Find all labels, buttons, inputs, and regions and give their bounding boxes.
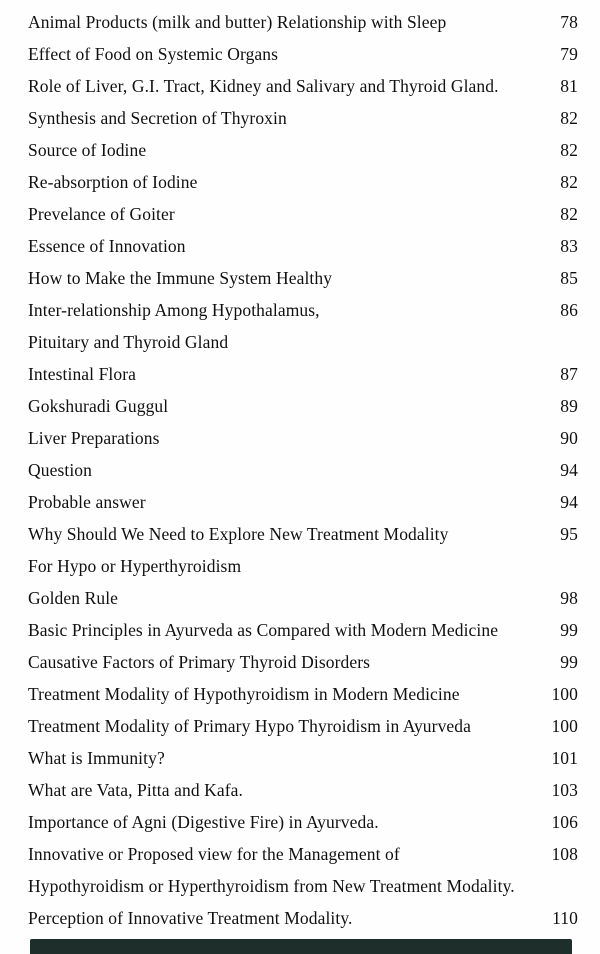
toc-entry-title: What are Vata, Pitta and Kafa.: [28, 780, 244, 800]
toc-entry-title: Effect of Food on Systemic Organs: [28, 44, 279, 64]
toc-row: [28, 486, 578, 518]
toc-entry-page-number: 95: [560, 524, 578, 544]
toc-row: [28, 518, 578, 550]
toc-entry-title: Inter-relationship Among Hypothalamus,: [28, 300, 320, 320]
toc-entry-title: Treatment Modality of Hypothyroidism in Modern Medicine: [28, 684, 460, 704]
toc-entry-title: How to Make the Immune System Healthy: [28, 268, 333, 288]
toc-row: [28, 390, 578, 422]
toc-row: [28, 646, 578, 678]
toc-entry-title: Pituitary and Thyroid Gland: [28, 332, 229, 352]
toc-entry-page-number: 82: [560, 108, 578, 128]
toc-entry-page-number: 100: [551, 716, 578, 736]
toc-row: [28, 262, 578, 294]
toc-entry-title: Importance of Agni (Digestive Fire) in Ayurveda.: [28, 812, 379, 832]
toc-entry-title: Basic Principles in Ayurveda as Compared with Modern Medicine: [28, 620, 499, 640]
toc-row: [28, 774, 578, 806]
toc-entry-title: Liver Preparations: [28, 428, 160, 448]
toc-entry-page-number: 99: [560, 620, 578, 640]
toc-entry-title: Innovative or Proposed view for the Management of: [28, 844, 400, 864]
toc-entry-title: Hypothyroidism or Hyperthyroidism from New Treatment Modality.: [28, 876, 515, 896]
toc-row: [28, 198, 578, 230]
toc-entry-page-number: 78: [560, 12, 578, 32]
toc-entry-title: Source of Iodine: [28, 140, 147, 160]
toc-row: [28, 134, 578, 166]
toc-row: [28, 102, 578, 134]
toc-row: [28, 38, 578, 70]
bottom-bar-decoration: [30, 939, 572, 954]
toc-entry-page-number: 103: [551, 780, 578, 800]
toc-entry-page-number: 101: [551, 748, 578, 768]
toc-entry-title: Perception of Innovative Treatment Modality.: [28, 908, 353, 928]
toc-row: [28, 230, 578, 262]
toc-entry-page-number: 94: [560, 460, 578, 480]
toc-entry-page-number: 100: [551, 684, 578, 704]
toc-row: [28, 806, 578, 838]
toc-entry-page-number: 94: [560, 492, 578, 512]
toc-entry-page-number: 82: [560, 140, 578, 160]
toc-entry-title: Role of Liver, G.I. Tract, Kidney and Salivary and Thyroid Gland.: [28, 76, 499, 96]
toc-row: [28, 6, 578, 38]
toc-entry-title: Treatment Modality of Primary Hypo Thyroidism in Ayurveda: [28, 716, 472, 736]
toc-entry-page-number: 108: [551, 844, 578, 864]
toc-row: [28, 870, 578, 902]
toc-entry-page-number: 90: [560, 428, 578, 448]
toc-entry-title: Why Should We Need to Explore New Treatment Modality: [28, 524, 449, 544]
toc-entry-title: What is Immunity?: [28, 748, 165, 768]
toc-entry-page-number: 89: [560, 396, 578, 416]
toc-entry-page-number: 85: [560, 268, 578, 288]
toc-entry-title: Essence of Innovation: [28, 236, 186, 256]
toc-entry-title: Probable answer: [28, 492, 146, 512]
toc-row: [28, 326, 578, 358]
toc-row: [28, 166, 578, 198]
toc-row: [28, 70, 578, 102]
toc-entry-title: Gokshuradi Guggul: [28, 396, 169, 416]
toc-entry-page-number: 87: [560, 364, 578, 384]
toc-row: [28, 294, 578, 326]
toc-row: [28, 358, 578, 390]
toc-row: [28, 582, 578, 614]
toc-entry-page-number: 106: [551, 812, 578, 832]
toc-row: [28, 454, 578, 486]
toc-entry-page-number: 110: [552, 908, 578, 928]
toc-entry-page-number: 86: [560, 300, 578, 320]
toc-entry-title: Synthesis and Secretion of Thyroxin: [28, 108, 287, 128]
toc-row: [28, 422, 578, 454]
toc-entry-title: Prevelance of Goiter: [28, 204, 175, 224]
toc-entry-page-number: 83: [560, 236, 578, 256]
toc-row: [28, 550, 578, 582]
toc-entry-title: Intestinal Flora: [28, 364, 137, 384]
toc-entry-page-number: 82: [560, 172, 578, 192]
toc-row: [28, 678, 578, 710]
toc-row: [28, 838, 578, 870]
toc-entry-page-number: 99: [560, 652, 578, 672]
toc-entry-title: Causative Factors of Primary Thyroid Disorders: [28, 652, 371, 672]
toc-entry-title: Animal Products (milk and butter) Relationship with Sleep: [28, 12, 447, 32]
toc-entry-page-number: 82: [560, 204, 578, 224]
toc-entry-page-number: 79: [560, 44, 578, 64]
toc-row: [28, 902, 578, 934]
toc-row: [28, 742, 578, 774]
toc-entry-title: Golden Rule: [28, 588, 119, 608]
toc-row: [28, 710, 578, 742]
toc-entry-title: Question: [28, 460, 92, 480]
toc-entry-title: For Hypo or Hyperthyroidism: [28, 556, 242, 576]
toc-entry-title: Re-absorption of Iodine: [28, 172, 198, 192]
toc-entry-page-number: 98: [560, 588, 578, 608]
toc-row: [28, 614, 578, 646]
toc-entry-page-number: 81: [560, 76, 578, 96]
